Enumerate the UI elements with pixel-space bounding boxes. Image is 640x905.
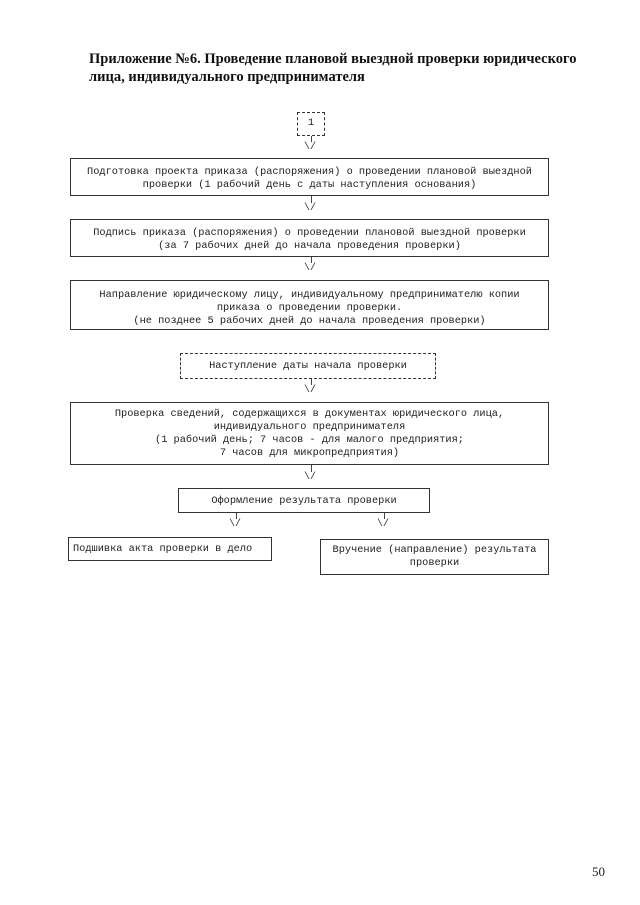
title-line-2: лица, индивидуального предпринимателя: [89, 69, 365, 85]
step-verify-documents-line-1: Проверка сведений, содержащихся в документах юридического лица,: [114, 408, 505, 420]
arrow-down-icon: \/: [304, 263, 317, 274]
step-formalize-result: [178, 488, 430, 513]
page-number: 50: [592, 864, 605, 879]
start-node: [297, 112, 325, 136]
step-send-copy-line-2: приказа о проведении проверки.: [216, 302, 403, 314]
step-file-act-label: Подшивка акта проверки в дело: [73, 543, 253, 555]
step-sign-order-line-2: (за 7 рабочих дней до начала проведения проверки): [158, 240, 461, 252]
step-verify-documents-line-4: 7 часов для микропредприятия): [219, 447, 400, 459]
step-send-copy-line-3: (не позднее 5 рабочих дней до начала проведения проверки): [133, 315, 486, 327]
start-node-label: 1: [307, 117, 315, 129]
step-prepare-order-line-2: проверки (1 рабочий день с даты наступления основания): [142, 179, 477, 191]
step-deliver-result-line-2: проверки: [409, 557, 460, 569]
step-prepare-order: [70, 158, 549, 196]
step-inspection-start-date: [180, 353, 436, 379]
step-verify-documents: [70, 402, 549, 465]
step-send-copy: [70, 280, 549, 330]
step-prepare-order-line-1: Подготовка проекта приказа (распоряжения) о проведении плановой выездной: [87, 166, 532, 178]
step-verify-documents-line-2: индивидуального предпринимателя: [213, 421, 406, 433]
step-deliver-result: [320, 539, 549, 575]
step-sign-order-line-1: Подпись приказа (распоряжения) о проведении плановой выездной проверки: [93, 227, 526, 239]
arrow-down-icon: \/: [377, 519, 390, 530]
step-deliver-result-line-1: Вручение (направление) результата: [332, 544, 537, 556]
step-formalize-result-label: Оформление результата проверки: [211, 495, 397, 507]
page-title: [89, 50, 609, 86]
arrow-down-icon: \/: [304, 472, 317, 483]
step-inspection-start-date-label: Наступление даты начала проверки: [209, 360, 407, 372]
arrow-down-icon: \/: [304, 142, 317, 153]
step-sign-order: [70, 219, 549, 257]
step-send-copy-line-1: Направление юридическому лицу, индивидуальному предпринимателю копии: [99, 289, 520, 301]
title-line-1: Приложение №6. Проведение плановой выездной проверки юридического: [89, 51, 577, 67]
step-verify-documents-line-3: (1 рабочий день; 7 часов - для малого предприятия;: [155, 434, 464, 446]
arrow-down-icon: \/: [304, 385, 317, 396]
connector-1: [311, 196, 312, 203]
arrow-down-icon: \/: [304, 203, 317, 214]
arrow-down-icon: \/: [229, 519, 242, 530]
connector-5: [311, 465, 312, 472]
step-file-act: [68, 537, 272, 561]
